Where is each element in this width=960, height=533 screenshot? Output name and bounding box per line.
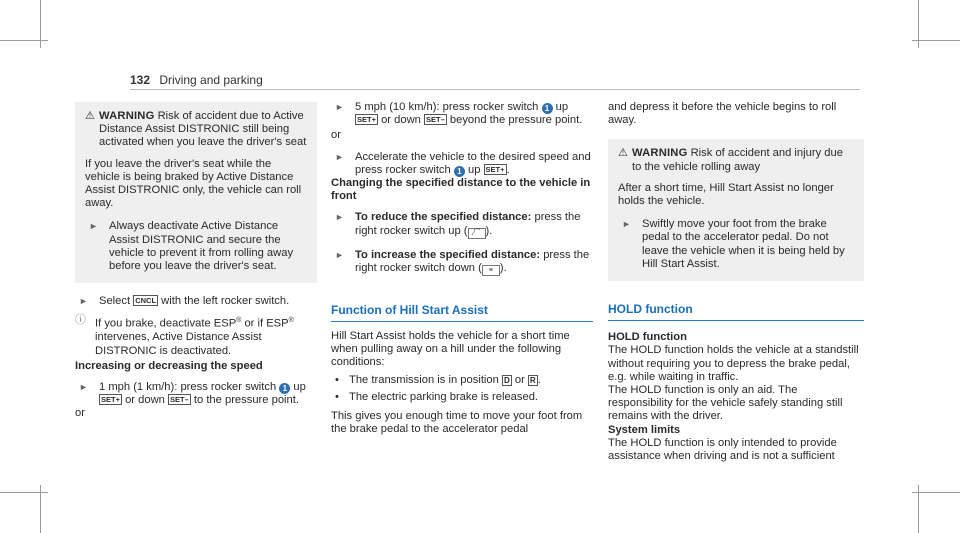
rocker-up-icon: ⁄⁀ (468, 228, 486, 239)
warning-triangle-icon: ⚠ (85, 110, 95, 122)
info-note: If you brake, deactivate ESP® or if ESP® intervenes, Active Distance Assist DISTRONIC is deactivated. (95, 317, 294, 357)
hill-start-title: Function of Hill Start Assist (331, 304, 593, 322)
cncl-key-icon: CNCL (135, 296, 157, 306)
left-column (75, 102, 317, 421)
hold-paragraph-2: The HOLD function is only an aid. The responsibility for the vehicle safely standing still remains with the driver. (608, 384, 843, 423)
hold-paragraph-1: The HOLD function holds the vehicle at a standstill without requiring you to depress the brake pedal, e.g. while waiting in traffic. (608, 344, 859, 383)
system-limits-heading: System limits (608, 423, 681, 436)
step-arrow-icon: ► (335, 212, 344, 223)
info-icon: ⓘ (75, 314, 86, 327)
step-arrow-icon: ► (335, 151, 344, 162)
warning-title: Risk of accident and injury due to the vehicle rolling away (632, 147, 843, 173)
gear-d-icon: D (503, 375, 510, 385)
middle-column (331, 101, 593, 436)
crop-mark (912, 40, 960, 41)
or-text: or (331, 129, 341, 142)
step-arrow-icon: ► (79, 381, 88, 392)
warning-triangle-icon: ⚠ (618, 147, 628, 160)
hill-start-end: This gives you enough time to move your foot from the brake pedal to the accelerator pedal (331, 410, 583, 436)
list-item: • The electric parking brake is released. (335, 390, 539, 403)
crop-mark (0, 492, 48, 493)
page-number: 132 (130, 73, 151, 87)
set-plus-key-icon: SET+ (101, 395, 120, 405)
continued-text: and depress it before the vehicle begins to roll away. (608, 101, 837, 127)
step-1mph: 1 mph (1 km/h): press rocker switch 1 up SET+ or down SET– to the pressure point. (99, 380, 306, 407)
step-arrow-icon: ► (79, 296, 88, 307)
select-step: Select CNCL with the left rocker switch. (99, 295, 290, 308)
set-plus-key-icon: SET+ (357, 115, 376, 125)
rocker-down-icon: ≡ (482, 265, 500, 276)
callout-1-icon: 1 (454, 166, 465, 177)
step-5mph: 5 mph (10 km/h): press rocker switch 1 up SET+ or down SET– beyond the pressure point. (355, 101, 583, 127)
reduce-distance-step: To reduce the specified distance: press the right rocker switch up ( ⁄⁀ ). (355, 211, 581, 237)
hold-function-title: HOLD function (608, 303, 864, 321)
hill-start-body: Hill Start Assist holds the vehicle for a short time when pulling away on a hill under the following conditions: (331, 330, 570, 369)
crop-mark (912, 492, 960, 493)
page-section-title: Driving and parking (159, 73, 263, 87)
system-limits-body: The HOLD function is only intended to provide assistance when driving and is not a sufficient (608, 436, 837, 463)
warning-box-distronic (75, 102, 317, 283)
hold-subheading: HOLD function (608, 331, 687, 344)
page-header (130, 73, 263, 87)
step-arrow-icon: ► (89, 221, 98, 232)
set-plus-key-icon: SET+ (485, 164, 505, 174)
step-arrow-icon: ► (335, 102, 344, 112)
gear-r-icon: R (529, 375, 536, 385)
distance-heading: Changing the specified distance to the vehicle in front (331, 177, 591, 203)
warning-heading: WARNING (632, 147, 688, 160)
list-item: • The transmission is in position D or R . (335, 373, 541, 386)
warning-body: After a short time, Hill Start Assist no longer holds the vehicle. (618, 181, 834, 208)
right-column (608, 101, 864, 463)
accelerate-step: Accelerate the vehicle to the desired speed and press rocker switch 1 up SET+ . (355, 150, 591, 176)
or-text: or (75, 407, 85, 420)
set-minus-key-icon: SET– (426, 115, 445, 125)
callout-1-icon: 1 (279, 383, 290, 394)
warning-title: Risk of accident due to Active Distance Assist DISTRONIC still being activated when you leave the driver's seat (99, 110, 307, 149)
speed-heading: Increasing or decreasing the speed (75, 359, 263, 372)
warning-box-hill-start (608, 139, 864, 281)
set-minus-key-icon: SET– (170, 395, 189, 405)
warning-step: Always deactivate Active Distance Assist DISTRONIC and secure the vehicle to prevent it from rolling away before you leave the driver's seat. (109, 220, 294, 273)
callout-1-icon: 1 (542, 103, 553, 114)
warning-step: Swiftly move your foot from the brake pedal to the accelerator pedal. Do not leave the vehicle when it is being held by Hill Start Assist. (642, 218, 845, 270)
header-rule (130, 89, 860, 90)
increase-distance-step: To increase the specified distance: press the right rocker switch down ( ≡ ). (355, 248, 590, 274)
step-arrow-icon: ► (622, 219, 631, 230)
warning-heading: WARNING (99, 110, 155, 122)
crop-mark (0, 40, 48, 41)
step-arrow-icon: ► (335, 249, 344, 260)
warning-body: If you leave the driver's seat while the vehicle is being braked by Active Distance Assist DISTRONIC only, the vehicle can roll away. (85, 157, 302, 210)
